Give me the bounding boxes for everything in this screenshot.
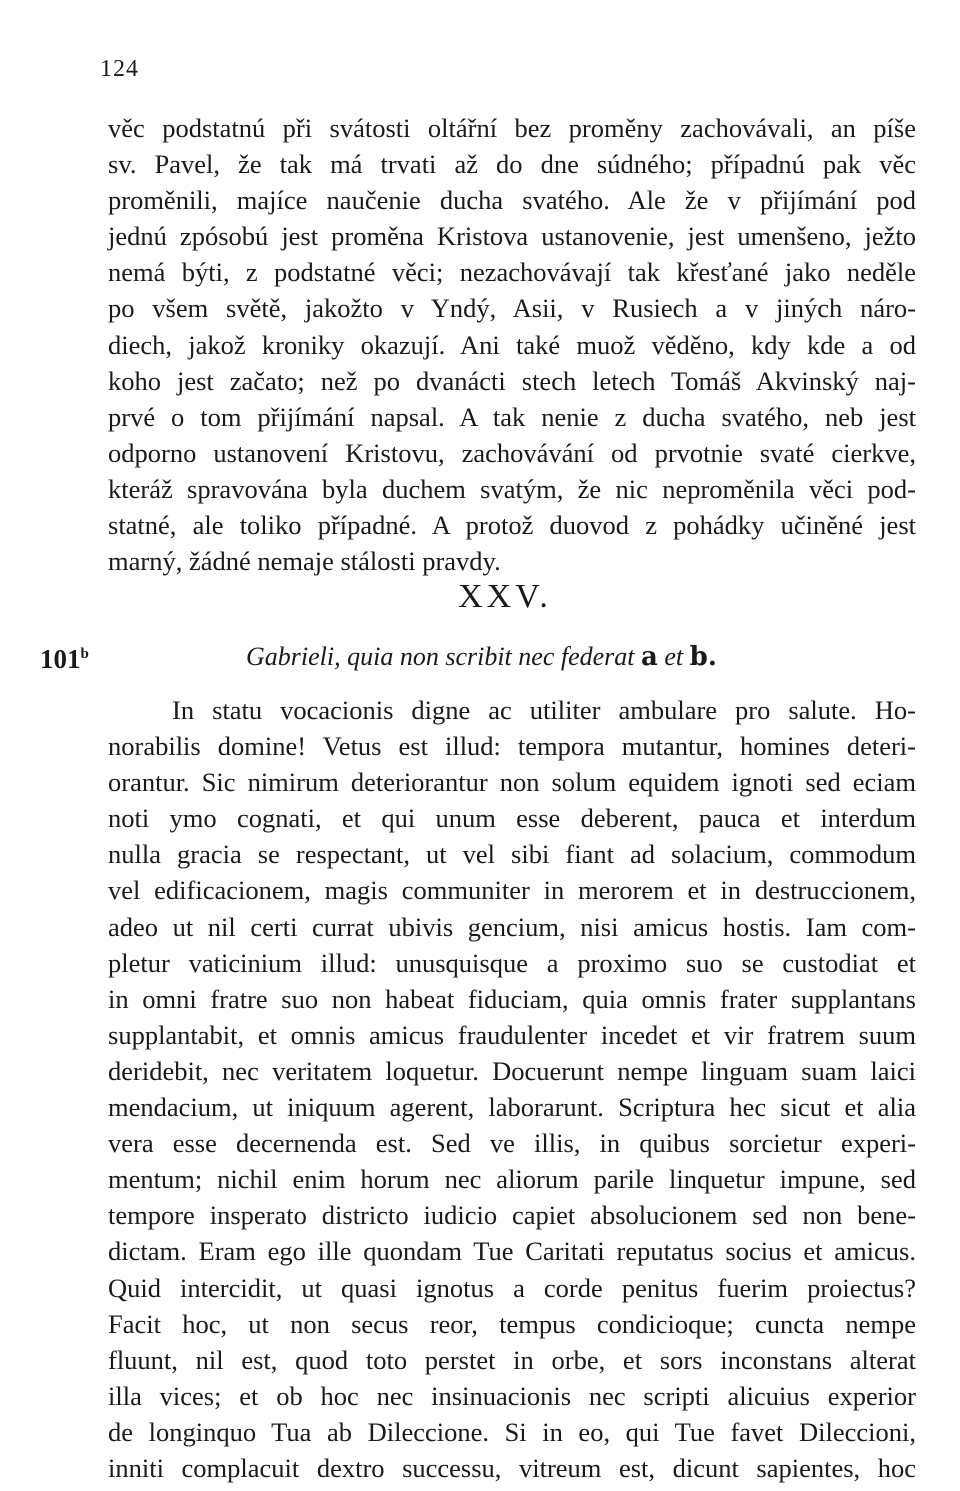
text-line: pletur vaticinium illud: unusquisque a proximo suo se custodiat et [108, 947, 916, 978]
text-line: diech, jakož kroniky okazují. Ani také muož věděno, kdy kde a od [108, 329, 916, 360]
text-line: mentum; nichil enim horum nec aliorum parile linquetur impune, sed [108, 1164, 916, 1195]
text-line: mendacium, ut iniquum agerent, laborarunt. Scriptura hec sicut et alia [108, 1092, 916, 1123]
text-line: sv. Pavel, že tak má trvati až do dne súdného; případnú pak věc [108, 149, 916, 180]
text-line: koho jest začato; než po dvanácti stech letech Tomáš Akvinský naj- [108, 365, 916, 396]
text-line: jednú zpósobú jest proměna Kristova ustanovenie, jest umenšeno, ježto [108, 221, 916, 252]
text-line: tempore insperato districto iudicio capiet absolucionem sed non bene- [108, 1200, 916, 1231]
text-line: marný, žádné nemaje stálosti pravdy. [108, 546, 501, 577]
text-line: Quid intercidit, ut quasi ignotus a corde penitus fuerim proiectus? [108, 1272, 916, 1303]
text-line: dictam. Eram ego ille quondam Tue Caritati reputatus socius et amicus. [108, 1236, 916, 1267]
text-line: in omni fratre suo non habeat fiduciam, quia omnis frater supplantans [108, 983, 916, 1014]
text-line: statné, ale toliko případné. A protož duovod z pohádky učiněné jest [108, 510, 916, 541]
folio-side: b [80, 646, 89, 662]
text-line: vel edificacionem, magis communiter in merorem et in destruccionem, [108, 875, 916, 906]
text-line: prvé o tom přijímání napsal. A tak nenie z ducha svatého, neb jest [108, 401, 916, 432]
text-line: de longinquo Tua ab Dileccione. Si in eo, qui Tue favet Dileccioni, [108, 1416, 916, 1447]
text-line: proměnili, majíce naučenie ducha svatého. Ale že v přijímání pod [108, 185, 916, 216]
letter-subtitle [246, 642, 717, 672]
latin-paragraph [108, 692, 916, 1486]
text-line: supplantabit, et omnis amicus fraudulenter incedet et vir fratrem suum [108, 1019, 916, 1050]
text-line: vera esse decernenda est. Sed ve illis, in quibus sorcietur experi- [108, 1128, 916, 1159]
text-line: noti ymo cognati, et qui unum esse deberent, pauca et interdum [108, 803, 916, 834]
czech-paragraph [108, 110, 916, 579]
text-line: In statu vocacionis digne ac utiliter ambulare pro salute. Ho- [172, 695, 916, 725]
page-number: 124 [100, 56, 139, 82]
text-line: deridebit, nec veritatem loquetur. Docuerunt nempe linguam suam laici [108, 1055, 916, 1086]
text-line: inniti complacuit dextro successu, vitreum est, dicunt sapientes, hoc [108, 1452, 916, 1483]
text-line: odporno ustanovení Kristovu, zachovávání od prvotnie svaté cierkve, [108, 437, 916, 468]
text-line: fluunt, nil est, quod toto perstet in orbe, et sors inconstans alterat [108, 1344, 916, 1375]
text-line: kteráž spravována byla duchem svatým, že nic neproměnila věci pod- [108, 473, 916, 504]
text-line: Facit hoc, ut non secus reor, tempus condicioque; cuncta nempe [108, 1308, 916, 1339]
subtitle-text: Gabrieli, quia non scribit nec federat [246, 642, 635, 671]
text-line: orantur. Sic nimirum deteriorantur non solum equidem ignoti sed eciam [108, 767, 916, 798]
folio-margin-note [40, 644, 89, 675]
text-line: nemá býti, z podstatné věci; nezachovávají tak křesťané jako neděle [108, 257, 916, 288]
text-line: věc podstatnú při svátosti oltářní bez proměny zachovávali, an píše [108, 113, 916, 143]
text-line: norabilis domine! Vetus est illud: tempora mutantur, homines deteri- [108, 731, 916, 762]
section-heading: XXV. [458, 578, 552, 615]
text-line: nulla gracia se respectant, ut vel sibi fiant ad solacium, commodum [108, 839, 916, 870]
folio-number: 101 [40, 644, 81, 674]
text-line: illa vices; et ob hoc nec insinuacionis nec scripti alicuius experior [108, 1380, 916, 1411]
subtitle-letter-a: a [641, 642, 658, 672]
subtitle-et: et [664, 642, 684, 671]
subtitle-letter-b: b. [689, 642, 717, 672]
text-line: po všem světě, jakožto v Yndý, Asii, v Rusiech a v jiných náro- [108, 293, 916, 324]
text-line: adeo ut nil certi currat ubivis gencium, nisi amicus hostis. Iam com- [108, 911, 916, 942]
